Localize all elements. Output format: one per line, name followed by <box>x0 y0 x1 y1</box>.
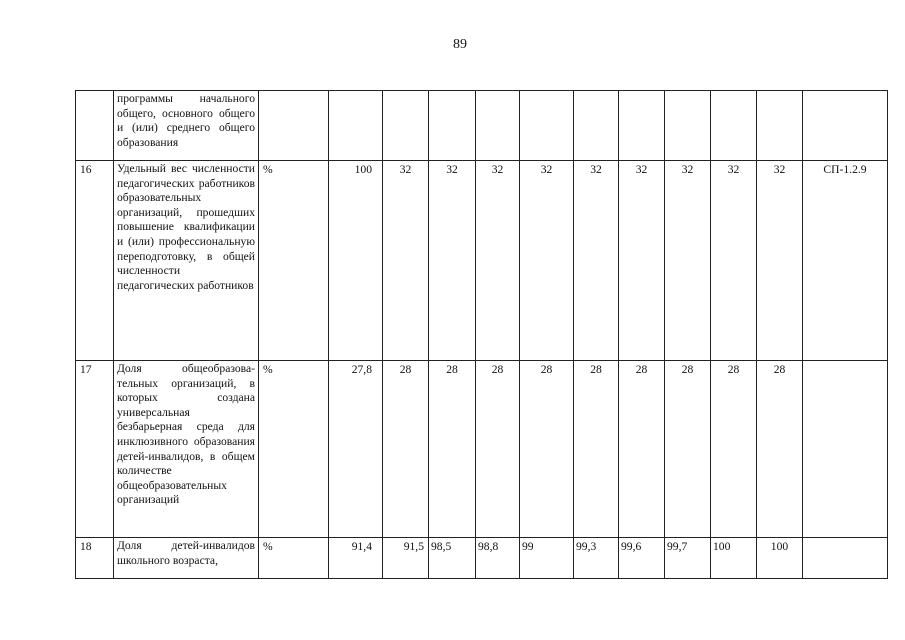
indicator-description: программы начального общего, основного общего и (или) среднего общего образования <box>114 91 259 161</box>
value-cell: 28 <box>711 361 757 538</box>
unit <box>259 91 329 161</box>
value-cell <box>429 91 476 161</box>
value-cell: 98,5 <box>429 538 476 579</box>
value-cell: 28 <box>476 361 520 538</box>
value-cell: 32 <box>520 161 574 361</box>
value-cell: 32 <box>383 161 429 361</box>
reference-cell <box>803 91 888 161</box>
value-cell <box>383 91 429 161</box>
value-cell <box>665 91 711 161</box>
value-cell: 99,7 <box>665 538 711 579</box>
value-cell: 91,5 <box>383 538 429 579</box>
unit: % <box>259 538 329 579</box>
value-cell: 32 <box>429 161 476 361</box>
value-cell <box>619 91 665 161</box>
value-cell: 100 <box>329 161 383 361</box>
value-cell: 32 <box>476 161 520 361</box>
value-cell <box>476 91 520 161</box>
value-cell: 99,3 <box>574 538 619 579</box>
value-cell: 32 <box>711 161 757 361</box>
unit: % <box>259 361 329 538</box>
table-row <box>76 161 888 361</box>
value-cell <box>574 91 619 161</box>
value-cell: 27,8 <box>329 361 383 538</box>
row-number <box>76 91 114 161</box>
value-cell <box>329 91 383 161</box>
row-number: 16 <box>76 161 114 361</box>
indicator-description: Доля общеобразова-тельных организаций, в которых создана универсальная безбарьерная среда для инклюзивного образования детей-инвалидов, в общем количестве общеобразовательных организаций <box>114 361 259 538</box>
value-cell: 28 <box>574 361 619 538</box>
value-cell: 99 <box>520 538 574 579</box>
value-cell: 28 <box>665 361 711 538</box>
value-cell <box>711 91 757 161</box>
value-cell: 28 <box>429 361 476 538</box>
value-cell: 28 <box>757 361 803 538</box>
value-cell: 28 <box>520 361 574 538</box>
value-cell: 28 <box>619 361 665 538</box>
value-cell: 32 <box>574 161 619 361</box>
value-cell: 32 <box>665 161 711 361</box>
value-cell: 32 <box>757 161 803 361</box>
reference-cell: СП-1.2.9 <box>803 161 888 361</box>
value-cell: 100 <box>757 538 803 579</box>
value-cell: 91,4 <box>329 538 383 579</box>
value-cell <box>520 91 574 161</box>
value-cell: 98,8 <box>476 538 520 579</box>
reference-cell <box>803 538 888 579</box>
unit: % <box>259 161 329 361</box>
row-number: 17 <box>76 361 114 538</box>
table-row <box>76 361 888 538</box>
page-number: 89 <box>453 37 467 52</box>
row-number: 18 <box>76 538 114 579</box>
value-cell: 28 <box>383 361 429 538</box>
reference-cell <box>803 361 888 538</box>
indicator-description: Удельный вес численности педагогических работников образовательных организаций, прошедших повышение квалификации и (или) профессиональную переподготовку, в общей численности педагогических работников <box>114 161 259 361</box>
value-cell: 100 <box>711 538 757 579</box>
table-row <box>76 538 888 579</box>
value-cell <box>757 91 803 161</box>
indicators-table <box>75 90 888 579</box>
table-row <box>76 91 888 161</box>
value-cell: 32 <box>619 161 665 361</box>
indicator-description: Доля детей-инвалидов школьного возраста, <box>114 538 259 579</box>
value-cell: 99,6 <box>619 538 665 579</box>
